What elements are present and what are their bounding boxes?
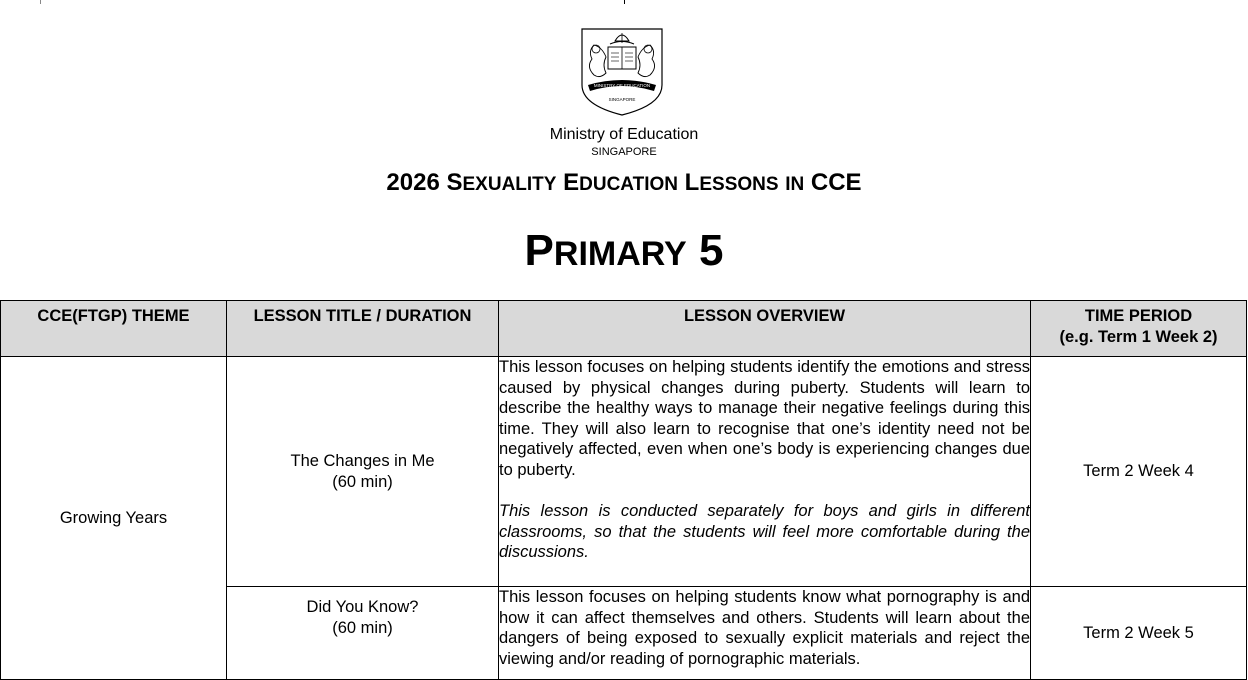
lesson-title-cell bbox=[227, 587, 499, 680]
moe-crest-logo bbox=[580, 27, 664, 117]
country-label: SINGAPORE bbox=[591, 146, 657, 158]
column-header-theme: CCE(FTGP) THEME bbox=[1, 301, 227, 357]
lesson-title-cell bbox=[227, 357, 499, 587]
lesson-duration: (60 min) bbox=[332, 472, 393, 491]
title-word: IN bbox=[785, 174, 805, 195]
title-word: CCE bbox=[810, 169, 862, 196]
page-edge-mark bbox=[624, 0, 625, 4]
table-header-row bbox=[1, 301, 1247, 357]
overview-cell bbox=[499, 357, 1031, 587]
lessons-table bbox=[0, 300, 1247, 680]
title-word: SEXUALITY bbox=[446, 169, 557, 196]
overview-note: This lesson is conducted separately for boys and girls in different classrooms, so that the students will feel more comfortable during the discussions. bbox=[499, 502, 1030, 561]
lesson-title: The Changes in Me bbox=[290, 452, 435, 470]
svg-text:MINISTRY OF EDUCATION: MINISTRY OF EDUCATION bbox=[593, 83, 651, 88]
title-word: EDUCATION bbox=[563, 169, 678, 196]
page-edge-mark bbox=[40, 0, 41, 4]
time-period-cell: Term 2 Week 4 bbox=[1031, 357, 1247, 587]
column-header-time-period: TIME PERIOD (e.g. Term 1 Week 2) bbox=[1031, 301, 1247, 357]
overview-cell bbox=[499, 587, 1031, 680]
overview-text: This lesson focuses on helping students identify the emotions and stress caused by physical changes during puberty. Students will learn to describe the healthy ways to manage their negative feelings during this time. They will also learn to recognise that one’s identity need not be negatively affected, even when one’s body is experiencing changes due to puberty. bbox=[499, 358, 1030, 479]
lesson-title: Did You Know? bbox=[306, 598, 419, 616]
title-word: LESSONS bbox=[684, 169, 779, 196]
column-header-overview: LESSON OVERVIEW bbox=[499, 301, 1031, 357]
document-title bbox=[0, 169, 1248, 199]
time-period-cell: Term 2 Week 5 bbox=[1031, 587, 1247, 680]
svg-text:SINGAPORE: SINGAPORE bbox=[608, 97, 636, 102]
lesson-duration: (60 min) bbox=[332, 618, 393, 637]
title-year: 2026 bbox=[386, 169, 440, 196]
table-row bbox=[1, 357, 1247, 587]
level-title: PRIMARY 5 bbox=[524, 226, 724, 275]
ministry-name: Ministry of Education bbox=[549, 126, 699, 143]
column-header-lesson-title: LESSON TITLE / DURATION bbox=[227, 301, 499, 357]
overview-text: This lesson focuses on helping students know what pornography is and how it can affect themselves and others. Students will learn about the dangers of being exposed to sexually explicit materials and reject the viewing and/or reading of pornographic materials. bbox=[499, 588, 1030, 668]
theme-cell: Growing Years bbox=[1, 357, 227, 680]
